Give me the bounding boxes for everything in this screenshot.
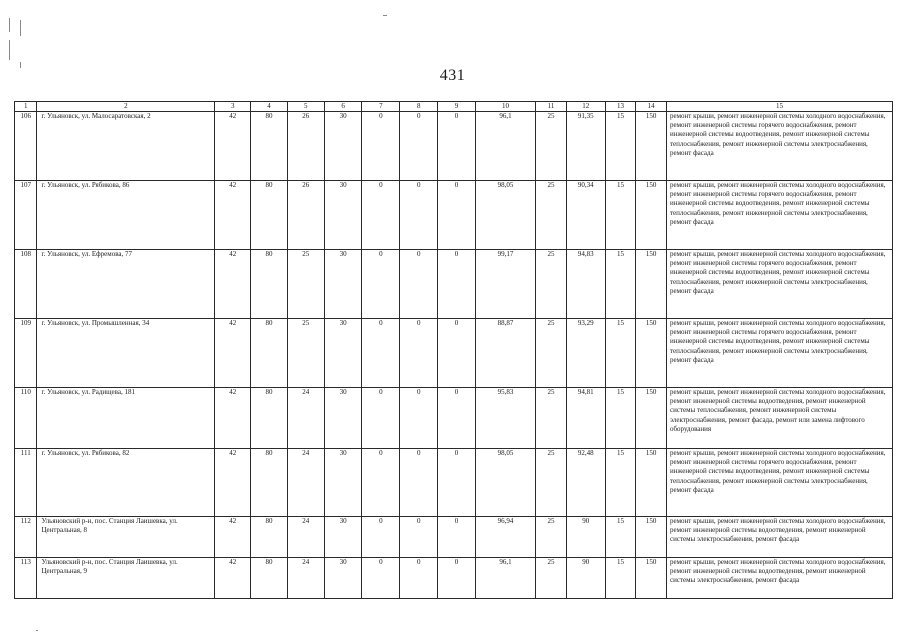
value-cell: 98,05	[475, 181, 535, 250]
value-cell: 42	[215, 517, 251, 558]
address-cell: г. Ульяновск, ул. Ефремова, 77	[37, 250, 215, 319]
table-row	[15, 517, 893, 558]
value-cell: 0	[438, 517, 476, 558]
value-cell: 42	[215, 558, 251, 599]
value-cell: 42	[215, 319, 251, 388]
address-cell: г. Ульяновск, ул. Рябикова, 86	[37, 181, 215, 250]
row-number: 109	[15, 319, 37, 388]
works-cell: ремонт крыши, ремонт инженерной системы холодного водоснабжения, ремонт инженерной системы горячего водоснабжения, ремонт инженерной системы водоотведения, ремонт инженерной системы теплоснабжения, ремонт инженерной системы электроснабжения, ремонт фасада	[667, 250, 893, 319]
value-cell: 30	[324, 558, 362, 599]
value-cell: 96,1	[475, 558, 535, 599]
value-cell: 15	[605, 319, 636, 388]
table-row	[15, 112, 893, 181]
value-cell: 80	[251, 517, 288, 558]
value-cell: 0	[362, 250, 400, 319]
column-number: 8	[400, 102, 438, 112]
value-cell: 0	[400, 558, 438, 599]
column-number: 13	[605, 102, 636, 112]
value-cell: 42	[215, 449, 251, 517]
column-number: 15	[667, 102, 893, 112]
value-cell: 0	[400, 319, 438, 388]
value-cell: 25	[536, 181, 567, 250]
value-cell: 30	[324, 112, 362, 181]
row-number: 107	[15, 181, 37, 250]
value-cell: 30	[324, 181, 362, 250]
table-row	[15, 558, 893, 599]
works-cell: ремонт крыши, ремонт инженерной системы холодного водоснабжения, ремонт инженерной системы водоотведения, ремонт инженерной системы электроснабжения, ремонт фасада	[667, 558, 893, 599]
value-cell: 91,35	[566, 112, 605, 181]
value-cell: 0	[400, 181, 438, 250]
scan-mark-left-3	[20, 20, 21, 36]
value-cell: 88,87	[475, 319, 535, 388]
value-cell: 15	[605, 388, 636, 449]
value-cell: 0	[438, 319, 476, 388]
row-number: 111	[15, 449, 37, 517]
value-cell: 25	[536, 449, 567, 517]
column-number: 7	[362, 102, 400, 112]
value-cell: 96,1	[475, 112, 535, 181]
row-number: 108	[15, 250, 37, 319]
value-cell: 98,05	[475, 449, 535, 517]
value-cell: 25	[287, 319, 324, 388]
value-cell: 80	[251, 181, 288, 250]
address-cell: г. Ульяновск, ул. Рябикова, 82	[37, 449, 215, 517]
value-cell: 42	[215, 388, 251, 449]
value-cell: 15	[605, 181, 636, 250]
column-number: 5	[287, 102, 324, 112]
row-number: 112	[15, 517, 37, 558]
table-row	[15, 181, 893, 250]
value-cell: 24	[287, 388, 324, 449]
works-cell: ремонт крыши, ремонт инженерной системы холодного водоснабжения, ремонт инженерной системы водоотведения, ремонт инженерной системы теплоснабжения, ремонт инженерной системы электроснабжения, ремонт фасада, ремонт или замена лифтового оборудования	[667, 388, 893, 449]
value-cell: 80	[251, 319, 288, 388]
value-cell: 96,94	[475, 517, 535, 558]
value-cell: 25	[536, 319, 567, 388]
value-cell: 90	[566, 517, 605, 558]
value-cell: 25	[536, 250, 567, 319]
column-number: 14	[636, 102, 667, 112]
value-cell: 0	[438, 181, 476, 250]
column-number: 9	[438, 102, 476, 112]
value-cell: 0	[362, 181, 400, 250]
value-cell: 0	[362, 558, 400, 599]
row-number: 113	[15, 558, 37, 599]
value-cell: 42	[215, 250, 251, 319]
works-cell: ремонт крыши, ремонт инженерной системы холодного водоснабжения, ремонт инженерной системы горячего водоснабжения, ремонт инженерной системы водоотведения, ремонт инженерной системы теплоснабжения, ремонт инженерной системы электроснабжения, ремонт фасада	[667, 181, 893, 250]
value-cell: 80	[251, 388, 288, 449]
value-cell: 30	[324, 319, 362, 388]
column-number-row	[15, 102, 893, 112]
value-cell: 150	[636, 112, 667, 181]
works-cell: ремонт крыши, ремонт инженерной системы холодного водоснабжения, ремонт инженерной системы горячего водоснабжения, ремонт инженерной системы водоотведения, ремонт инженерной системы теплоснабжения, ремонт инженерной системы электроснабжения, ремонт фасада	[667, 319, 893, 388]
value-cell: 94,83	[566, 250, 605, 319]
value-cell: 0	[400, 250, 438, 319]
value-cell: 80	[251, 250, 288, 319]
value-cell: 30	[324, 449, 362, 517]
value-cell: 26	[287, 112, 324, 181]
value-cell: 80	[251, 112, 288, 181]
column-number: 2	[37, 102, 215, 112]
value-cell: 80	[251, 449, 288, 517]
value-cell: 25	[536, 517, 567, 558]
address-cell: г. Ульяновск, ул. Радищева, 181	[37, 388, 215, 449]
table-row	[15, 449, 893, 517]
value-cell: 0	[438, 388, 476, 449]
value-cell: 30	[324, 388, 362, 449]
row-number: 110	[15, 388, 37, 449]
value-cell: 0	[438, 112, 476, 181]
value-cell: 25	[536, 112, 567, 181]
table-row	[15, 319, 893, 388]
data-table	[14, 101, 893, 599]
value-cell: 42	[215, 181, 251, 250]
value-cell: 15	[605, 449, 636, 517]
scan-mark-left-1	[9, 18, 10, 32]
table-row	[15, 250, 893, 319]
value-cell: 150	[636, 319, 667, 388]
scan-mark-top	[383, 15, 387, 16]
column-number: 4	[251, 102, 288, 112]
value-cell: 15	[605, 250, 636, 319]
address-cell: Ульяновский р-н, пос. Станция Лаишевка, ул. Центральная, 9	[37, 558, 215, 599]
column-number: 1	[15, 102, 37, 112]
value-cell: 24	[287, 517, 324, 558]
value-cell: 0	[362, 449, 400, 517]
column-number: 6	[324, 102, 362, 112]
value-cell: 25	[536, 388, 567, 449]
value-cell: 0	[438, 449, 476, 517]
value-cell: 24	[287, 558, 324, 599]
value-cell: 0	[400, 388, 438, 449]
value-cell: 99,17	[475, 250, 535, 319]
value-cell: 150	[636, 388, 667, 449]
value-cell: 150	[636, 517, 667, 558]
value-cell: 150	[636, 449, 667, 517]
scan-mark-left-2	[9, 40, 10, 60]
works-cell: ремонт крыши, ремонт инженерной системы холодного водоснабжения, ремонт инженерной системы водоотведения, ремонт инженерной системы электроснабжения, ремонт фасада	[667, 517, 893, 558]
value-cell: 90,34	[566, 181, 605, 250]
works-cell: ремонт крыши, ремонт инженерной системы холодного водоснабжения, ремонт инженерной системы горячего водоснабжения, ремонт инженерной системы водоотведения, ремонт инженерной системы теплоснабжения, ремонт инженерной системы электроснабжения, ремонт фасада	[667, 112, 893, 181]
value-cell: 0	[362, 319, 400, 388]
value-cell: 80	[251, 558, 288, 599]
value-cell: 92,48	[566, 449, 605, 517]
value-cell: 26	[287, 181, 324, 250]
value-cell: 15	[605, 517, 636, 558]
table-row	[15, 388, 893, 449]
value-cell: 30	[324, 250, 362, 319]
address-cell: Ульяновский р-н, пос. Станция Лаишевка, ул. Центральная, 8	[37, 517, 215, 558]
value-cell: 42	[215, 112, 251, 181]
column-number: 12	[566, 102, 605, 112]
column-number: 3	[215, 102, 251, 112]
value-cell: 15	[605, 112, 636, 181]
value-cell: 0	[438, 250, 476, 319]
value-cell: 0	[400, 449, 438, 517]
value-cell: 95,83	[475, 388, 535, 449]
works-cell: ремонт крыши, ремонт инженерной системы холодного водоснабжения, ремонт инженерной системы горячего водоснабжения, ремонт инженерной системы водоотведения, ремонт инженерной системы теплоснабжения, ремонт инженерной системы электроснабжения, ремонт фасада	[667, 449, 893, 517]
value-cell: 15	[605, 558, 636, 599]
scan-mark-bottom	[36, 630, 38, 631]
value-cell: 0	[362, 517, 400, 558]
value-cell: 0	[400, 112, 438, 181]
column-number: 10	[475, 102, 535, 112]
address-cell: г. Ульяновск, ул. Малосаратовская, 2	[37, 112, 215, 181]
value-cell: 30	[324, 517, 362, 558]
value-cell: 150	[636, 250, 667, 319]
value-cell: 93,29	[566, 319, 605, 388]
value-cell: 0	[362, 388, 400, 449]
column-number: 11	[536, 102, 567, 112]
value-cell: 94,81	[566, 388, 605, 449]
value-cell: 0	[438, 558, 476, 599]
value-cell: 90	[566, 558, 605, 599]
page-number: 431	[439, 67, 466, 84]
value-cell: 24	[287, 449, 324, 517]
value-cell: 150	[636, 558, 667, 599]
address-cell: г. Ульяновск, ул. Промышленная, 34	[37, 319, 215, 388]
row-number: 106	[15, 112, 37, 181]
value-cell: 0	[362, 112, 400, 181]
value-cell: 25	[287, 250, 324, 319]
value-cell: 150	[636, 181, 667, 250]
value-cell: 0	[400, 517, 438, 558]
value-cell: 25	[536, 558, 567, 599]
